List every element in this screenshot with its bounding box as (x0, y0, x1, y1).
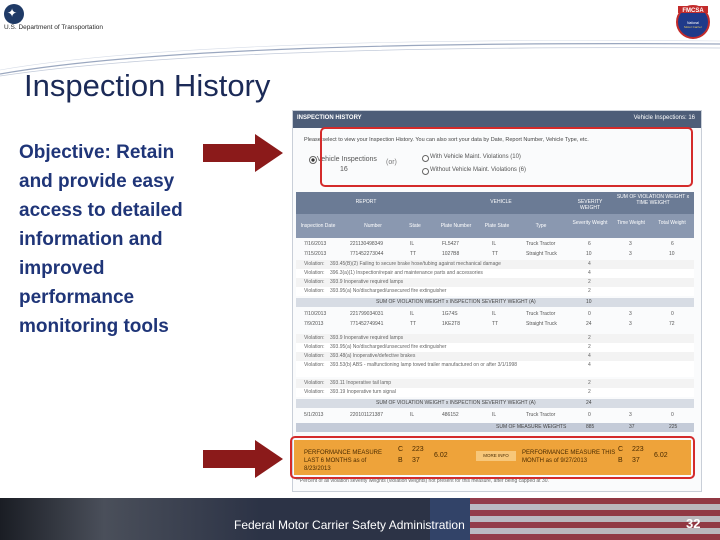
col-type[interactable]: Type (535, 223, 547, 229)
violation-row: Violation: 393.19 Inoperative turn signal 2 (296, 388, 694, 397)
violation-row: Violation: 393.53(b) ABS - malfunctioning lamp towed trailer manufactured on or after 3/1/1998 4 (296, 361, 694, 377)
table-row[interactable]: 5/1/2013 220101121387 IL 486152 IL Truck Tractor 0 3 0 (304, 412, 674, 418)
flag-stripes (470, 498, 720, 540)
instructions-text: Please select to view your Inspection History. You can also sort your data by Date, Report Number, Vehicle Type, etc. (304, 137, 589, 143)
table-group-header (296, 192, 694, 214)
cell-time: 3 (629, 251, 632, 257)
table-row[interactable] (296, 250, 694, 259)
highlight-box (290, 436, 695, 479)
cell-type: Straight Truck (526, 251, 557, 257)
violation-row: Violation: 393.11 Inoperative tail lamp 2 (296, 379, 694, 388)
table-row[interactable] (296, 240, 694, 249)
truck-image (0, 498, 260, 540)
cell-plate-state: IL (492, 241, 497, 247)
right-arrow-icon (203, 134, 283, 172)
table-row[interactable]: 7/10/2013 221799034031 IL 1G74S IL Truck Tractor 0 3 0 (304, 311, 674, 317)
sum-measure-row: SUM OF MEASURE WEIGHTS 885 37 225 (296, 423, 694, 432)
table-column-header[interactable] (296, 214, 694, 238)
dot-agency-name: U.S. Department of Transportation (4, 24, 103, 31)
svg-text:Motor Carrier: Motor Carrier (684, 25, 702, 29)
col-time-weight[interactable]: Time Weight (617, 220, 645, 226)
cell-severity: 6 (588, 241, 591, 247)
col-plate-number[interactable]: Plate Number (440, 223, 472, 229)
cell-number[interactable]: 771452273044 (350, 251, 384, 257)
group-header-report: REPORT (355, 199, 377, 205)
cell-total: 10 (669, 251, 675, 257)
right-arrow-icon (203, 440, 283, 478)
cell-date: 7/15/2013 (304, 251, 327, 257)
sum-row: SUM OF VIOLATION WEIGHT x INSPECTION SEVERITY WEIGHT (A) 10 (296, 298, 694, 307)
vehicle-inspections-label: Vehicle Inspections (317, 156, 377, 163)
cell-total: 6 (671, 241, 674, 247)
sum-row: SUM OF VIOLATION WEIGHT x INSPECTION SEVERITY WEIGHT (A) 24 (296, 399, 694, 408)
more-info-badge[interactable]: MORE INFO (476, 451, 516, 461)
group-header-time-weight: SUM OF VIOLATION WEIGHT x TIME WEIGHT (616, 194, 690, 206)
svg-text:National: National (687, 21, 699, 25)
cell-state: TT (410, 251, 417, 257)
cell-type: Truck Tractor (526, 241, 556, 247)
violation-row: Violation: 396.3(a)(1) Inspection/repair and maintenance parts and accessories 4 (296, 269, 694, 278)
cell-plate-state: TT (492, 251, 499, 257)
cell-plate-number: FL5427 (442, 241, 459, 247)
vehicle-inspections-count-value: 16 (340, 166, 348, 173)
page-number: 32 (686, 516, 701, 531)
violation-row: Violation: 393.48(a) Inoperative/defective brakes 4 (296, 352, 694, 361)
cell-state: IL (410, 241, 415, 247)
violation-row: Violation: 393.95(a) No/discharged/unsecured fire extinguisher 2 (296, 343, 694, 352)
col-severity-weight[interactable]: Severity Weight (572, 220, 608, 226)
col-inspection-date[interactable]: Inspection Date (300, 223, 336, 229)
group-header-severity: SEVERITY WEIGHT (577, 199, 603, 211)
col-state[interactable]: State (409, 223, 421, 229)
violation-row: Violation: 393.45(B)(2) Failing to secure brake hose/tubing against mechanical damage 4 (296, 260, 694, 269)
cell-severity: 10 (586, 251, 592, 257)
perf-right-label: PERFORMANCE MEASURE THIS MONTH as of 9/27/2013 (522, 450, 616, 464)
group-header-vehicle: VEHICLE (490, 199, 512, 205)
highlight-box (320, 127, 693, 187)
footnote: **Percent of all violation severity weights (violation weights) not present for this measure, after being capped at 30. (296, 478, 549, 484)
col-plate-state[interactable]: Plate State (484, 223, 510, 229)
dot-logo-icon: ✦ (4, 4, 24, 24)
vehicle-inspections-radio[interactable] (309, 156, 317, 164)
section-title: INSPECTION HISTORY (297, 115, 362, 121)
col-number[interactable]: Number (364, 223, 382, 229)
with-violations-label: With Vehicle Maint. Violations (10) (430, 154, 521, 160)
cell-time: 3 (629, 241, 632, 247)
vehicle-inspections-count: Vehicle Inspections: 16 (633, 115, 695, 121)
violation-row: Violation: 393.95(a) No/discharged/unsecured fire extinguisher 2 (296, 287, 694, 296)
section-header-bar (293, 111, 701, 128)
objective-text: Objective: Retain and provide easy access to detailed information and improved performance monitoring tools (19, 142, 183, 337)
violation-row: Violation: 393.9 Inoperative required lamps 2 (296, 278, 694, 287)
without-violations-label: Without Vehicle Maint. Violations (6) (430, 167, 526, 173)
footer-agency-name: Federal Motor Carrier Safety Administration (234, 518, 465, 532)
cell-number[interactable]: 221130498349 (350, 241, 383, 247)
violation-row: Violation: 393.9 Inoperative required lamps 2 (296, 334, 694, 343)
performance-measure-bar: PERFORMANCE MEASURE LAST 6 MONTHS as of 8/23/2013 C B 223 37 6.02 MORE INFO PERFORMANCE MEASURE THIS MONTH as of 9/27/2013 C B 223 37 6.02 (294, 440, 691, 475)
cell-date: 7/16/2013 (304, 241, 327, 247)
perf-left-label: PERFORMANCE MEASURE LAST 6 MONTHS as of 8/23/2013 (304, 450, 383, 472)
table-row[interactable]: 7/9/2013 771452749941 TT 1KE2T8 TT Straight Truck 24 3 72 (304, 321, 675, 327)
col-total-weight[interactable]: Total Weight (658, 220, 686, 226)
or-separator: (or) (386, 159, 397, 166)
fmcsa-logo-icon (672, 3, 714, 39)
cell-plate-number: 1027B8 (442, 251, 460, 257)
slide-title: Inspection History (24, 68, 271, 103)
fmcsa-logo-text: FMCSA (682, 8, 704, 14)
